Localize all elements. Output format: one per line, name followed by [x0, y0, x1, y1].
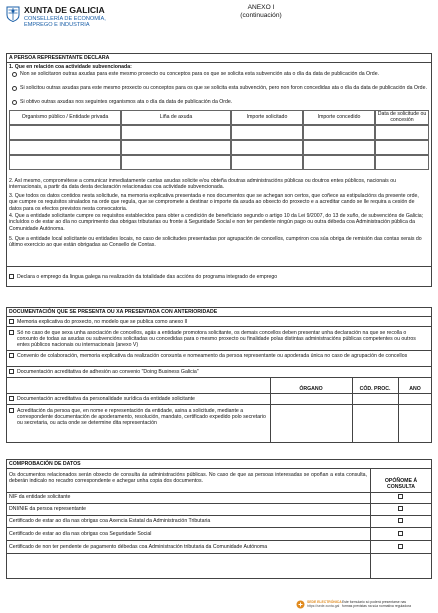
- logo-dept-1: CONSELLERÍA DE ECONOMÍA,: [24, 16, 106, 22]
- doc-representation-checkbox[interactable]: [9, 408, 14, 413]
- footer-sede: [296, 600, 434, 612]
- check-atriga-checkbox[interactable]: [398, 544, 403, 549]
- galician-language-checkbox[interactable]: [9, 274, 14, 279]
- col-year: ANO: [409, 386, 421, 392]
- aid-row-1-cell[interactable]: [303, 125, 375, 140]
- check-ss-label: Certificado de estar ao día nas obrigas coa Seguridade Social: [9, 531, 152, 537]
- col-requested: Importe solicitado: [246, 114, 288, 120]
- doc-memoria-label: Memoria explicativa do proxecto, no modelo que se publica como anexo II: [17, 318, 188, 325]
- aid-row-3-cell[interactable]: [9, 155, 121, 170]
- doc-legal-personality-label: Documentación acreditativa da personalidade xurídica da entidade solicitante: [17, 395, 195, 402]
- check-nif-checkbox[interactable]: [398, 494, 403, 499]
- col-line: Liña de axuda: [159, 114, 193, 120]
- doc-memoria-checkbox[interactable]: [9, 319, 14, 324]
- col-organismo: Organismo público / Entidade privada: [21, 114, 109, 120]
- doc-associations-label: Só no caso de que sexa unha asociación de concellos, agás a entidade promotora solicitante, os demais concellos deben presentar unha declaración na que se recolla o conxunto de todas as axudas ou subvencións solicitadas ou concedidas para o mesmo proxecto ou finalidade polas distintas administracións públicas competentes ou outros entes públicos nacionais ou internacionais (anexo V): [17, 329, 416, 349]
- aid-row-1-cell[interactable]: [9, 125, 121, 140]
- declaration-item-3: 3. Que todos os datos contidos nesta solicitude, na memoria explicativa presentada e nos documentos que se achegan son certos, que coñece as estipulacións da presente orde, que cumpre os requisitos sinalados na orde que regula, que se compromete a destinar o importe da axuda ao obxecto do proxecto e a acreditar cando se lle requira a cesión de datos para os efectos previstos nesta convocatoria.: [9, 193, 419, 212]
- doc-legal-personality-checkbox[interactable]: [9, 396, 14, 401]
- check-ss-checkbox[interactable]: [398, 531, 403, 536]
- documentation-title: DOCUMENTACIÓN QUE SE PRESENTA OU XA PRESENTADA CON ANTERIORIDADE: [9, 309, 218, 315]
- aid-row-3-cell[interactable]: [121, 155, 231, 170]
- declaration-title: A PERSOA REPRESENTANTE DECLARA: [9, 55, 110, 61]
- data-check-intro: Os documentos relacionados serán obxecto de consulta ás administracións públicas. No caso de que as persoas interesadas se opoñan a esta consulta, deberán indicalo no recadro correspondente e achegar unha copia dos documentos.: [9, 472, 367, 485]
- aid-row-2-cell[interactable]: [231, 140, 303, 155]
- annex-subtitle: (continuación): [240, 12, 282, 19]
- footer-note-1: Este formulario só poderá presentarse nas: [342, 600, 407, 604]
- check-dni-label: DNI/NIE da persoa representante: [9, 506, 86, 512]
- oppose-label-2: CONSULTA: [386, 484, 416, 490]
- doc-representation-label: Acreditación da persoa que, en nome e representación da entidade, asina a solicitude, mediante a correspondente documentación de apoderamento, resolución, mandato, certificado expedido polo secretario ou secretaria, ou acta onde se determine dita representación: [17, 407, 266, 427]
- declaration-item-1: 1. Que en relación coa actividade subvencionada:: [9, 64, 132, 70]
- doc-agreement-checkbox[interactable]: [9, 353, 14, 358]
- sede-label: SEDE ELECTRÓNICA: [307, 600, 342, 604]
- doc-agreement-label: Convenio de colaboración, memoria explicativa da realización conxunta e nomeamento da persoa representante ou apoderada única no caso de agrupación de concellos: [17, 352, 408, 359]
- logo-name: XUNTA DE GALICIA: [24, 5, 105, 15]
- col-granted: Importe concedido: [317, 114, 361, 120]
- col-date: Data de solicitude ou concesión: [377, 111, 427, 124]
- aid-row-2-cell[interactable]: [303, 140, 375, 155]
- doc-doing-business-checkbox[interactable]: [9, 369, 14, 374]
- aid-table: [9, 110, 429, 171]
- logo-dept-2: EMPREGO E INDUSTRIA: [24, 22, 90, 28]
- check-dni-checkbox[interactable]: [398, 506, 403, 511]
- aid-row-2-cell[interactable]: [375, 140, 429, 155]
- col-proc: CÓD. PROC.: [359, 386, 391, 392]
- aid-row-3-cell[interactable]: [375, 155, 429, 170]
- aid-row-2-cell[interactable]: [121, 140, 231, 155]
- check-aeat-label: Certificado de estar ao día nas obrigas coa Axencia Estatal da Administración Tributaria: [9, 518, 211, 524]
- radio-obtained-aid[interactable]: [12, 100, 17, 105]
- annex-title: ANEXO I: [247, 4, 275, 11]
- aid-row-1-cell[interactable]: [121, 125, 231, 140]
- radio-requested-not-granted[interactable]: [12, 86, 17, 91]
- doc-associations-checkbox[interactable]: [9, 330, 14, 335]
- galician-language-label: Declara o emprego da lingua galega na realización da totalidade das accións do programa integrado de emprego: [17, 273, 278, 280]
- option-no-other-aid: Non se solicitaron outras axudas para este mesmo proxecto ou conceptos para os que se solicita esta subvención ata o día da data de publicación da Orde.: [20, 71, 380, 77]
- data-check-title: COMPROBACIÓN DE DATOS: [9, 461, 81, 467]
- option-requested-not-granted: Si solicitou outras axudas para este mesmo proxecto ou conceptos para os que se solicita esta subvención, pero non foron concedidas ata o día da data de publicación da Orde.: [20, 85, 427, 91]
- sede-url[interactable]: https://sede.xunta.gal: [307, 604, 340, 608]
- aid-row-3-cell[interactable]: [231, 155, 303, 170]
- aid-row-1-cell[interactable]: [375, 125, 429, 140]
- aid-row-3-cell[interactable]: [303, 155, 375, 170]
- declaration-item-4: 4. Que a entidade solicitante cumpre os requisitos establecidos para obter a condición de beneficiario segundo o artigo 10 da Lei 9/2007, do 13 de xuño, de subvencións de Galicia; incluídos o de estar ao día no cumprimento das obrigas tributarias ou fronte á Seguridade Social e non ter pendente ningún pago ou outra débeda coa Administración pública da Comunidade Autónoma.: [9, 213, 424, 232]
- declaration-item-2: 2. Así mesmo, comprométese a comunicar inmediatamente cantas axudas solicite e/ou obteña doutras administracións públicas ou doutros entes públicos, nacionais ou internacionais, a partir da data desta declaración relacionadas coa actividade subvencionada.: [9, 178, 396, 191]
- check-nif-label: NIF da entidade solicitante: [9, 494, 71, 500]
- footer-note-2: formas previstas na súa normativa reguladora: [342, 604, 411, 608]
- check-atriga-label: Certificado de non ter pendente de pagamento débedas coa Administración tributaria da Comunidade Autónoma: [9, 544, 268, 550]
- option-obtained-aid: Si obtivo outras axudas nos seguintes organismos ata o día da data de publicación da Orde.: [20, 99, 233, 105]
- declaration-item-5: 5. Que a entidade local solicitante ou entidades locais, no caso de solicitudes presentadas por agrupación de concellos, cumpriron coa súa obriga de remisión das contas xerais do último exercicio ao que están obrigadas ao Consello de Contas.: [9, 236, 422, 249]
- aid-row-2-cell[interactable]: [9, 140, 121, 155]
- oppose-label-1: OPÓÑOME Á: [384, 478, 418, 484]
- radio-no-other-aid[interactable]: [12, 72, 17, 77]
- check-aeat-checkbox[interactable]: [398, 518, 403, 523]
- sede-electronica-icon: [296, 600, 305, 609]
- col-organ: ÓRGANO: [299, 386, 323, 392]
- doc-doing-business-label: Documentación acreditativa de adhesión ao convenio "Doing Business Galicia": [17, 368, 199, 375]
- aid-row-1-cell[interactable]: [231, 125, 303, 140]
- xunta-emblem-icon: [6, 6, 20, 22]
